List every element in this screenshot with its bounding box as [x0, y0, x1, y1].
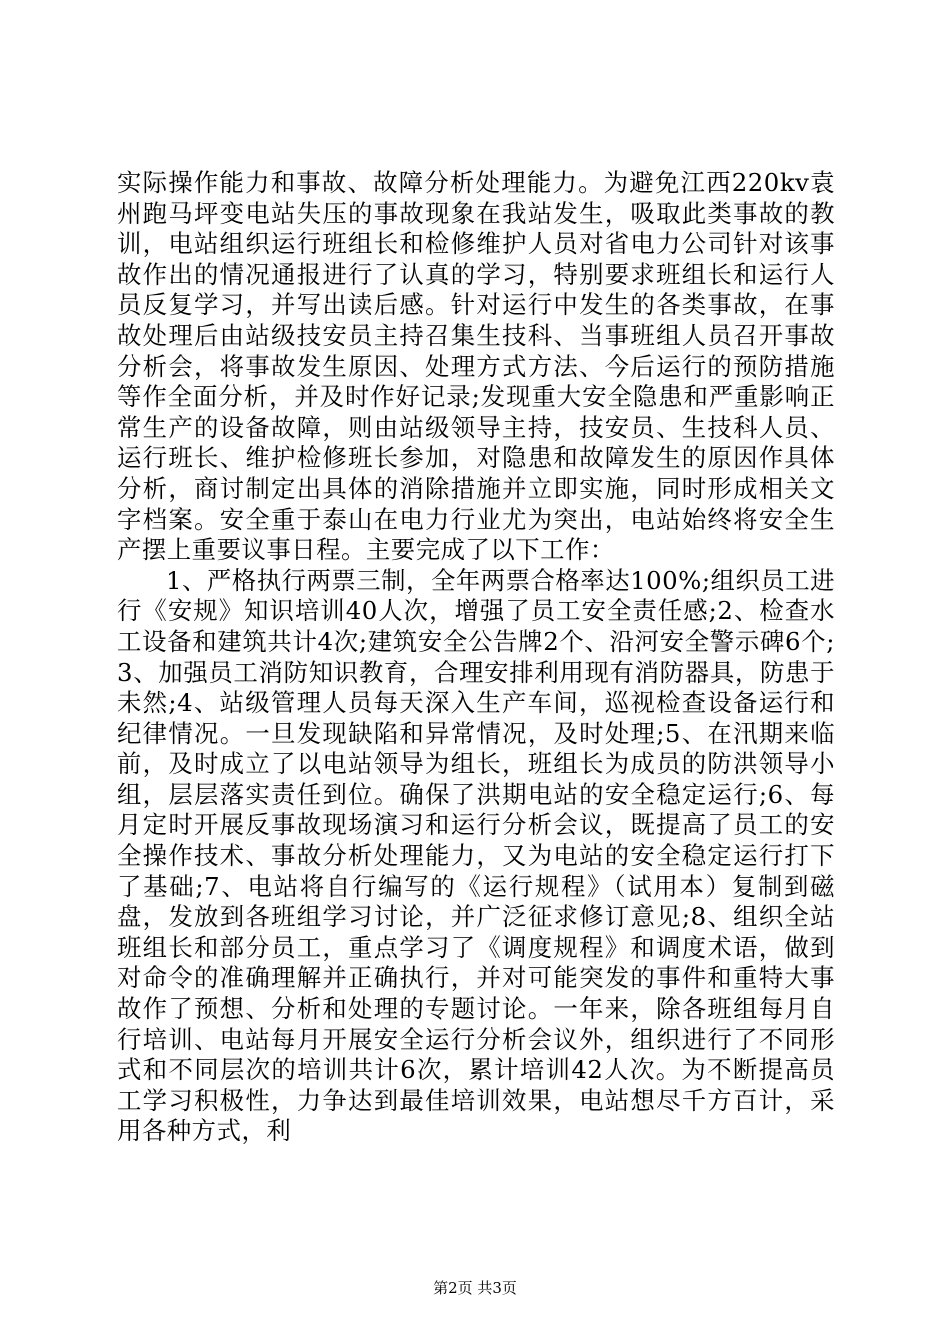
page-footer: [0, 1278, 950, 1298]
document-body: [117, 168, 835, 1147]
paragraph-1: 实际操作能力和事故、故障分析处理能力。为避免江西220kv袁州跑马坪变电站失压的事故现象在我站发生，吸取此类事故的教训，电站组织运行班组长和检修维护人员对省电力公司针对该事故作出的情况通报进行了认真的学习，特别要求班组长和运行人员反复学习，并写出读后感。针对运行中发生的各类事故，在事故处理后由站级技安员主持召集生技科、当事班组人员召开事故分析会，将事故发生原因、处理方式方法、今后运行的预防措施等作全面分析，并及时作好记录;发现重大安全隐患和严重影响正常生产的设备故障，则由站级领导主持，技安员、生技科人员、运行班长、维护检修班长参加，对隐患和故障发生的原因作具体分析，商讨制定出具体的消除措施并立即实施，同时形成相关文字档案。安全重于泰山在电力行业尤为突出，电站始终将安全生产摆上重要议事日程。主要完成了以下工作：: [117, 168, 835, 565]
paragraph-2: 1、严格执行两票三制，全年两票合格率达100%;组织员工进行《安规》知识培训40人次，增强了员工安全责任感;2、检查水工设备和建筑共计4次;建筑安全公告牌2个、沿河安全警示碑6个;3、加强员工消防知识教育，合理安排利用现有消防器具，防患于未然;4、站级管理人员每天深入生产车间，巡视检查设备运行和纪律情况。一旦发现缺陷和异常情况，及时处理;5、在汛期来临前，及时成立了以电站领导为组长，班组长为成员的防洪领导小组，层层落实责任到位。确保了洪期电站的安全稳定运行;6、每月定时开展反事故现场演习和运行分析会议，既提高了员工的安全操作技术、事故分析处理能力，又为电站的安全稳定运行打下了基础;7、电站将自行编写的《运行规程》（试用本）复制到磁盘，发放到各班组学习讨论，并广泛征求修订意见;8、组织全站班组长和部分员工，重点学习了《调度规程》和调度术语，做到对命令的准确理解并正确执行，并对可能突发的事件和重特大事故作了预想、分析和处理的专题讨论。一年来，除各班组每月自行培训、电站每月开展安全运行分析会议外，组织进行了不同形式和不同层次的培训共计6次，累计培训42人次。为不断提高员工学习积极性，力争达到最佳培训效果，电站想尽千方百计，采用各种方式，利: [117, 565, 835, 1146]
page-number: 第2页 共3页: [433, 1279, 517, 1297]
